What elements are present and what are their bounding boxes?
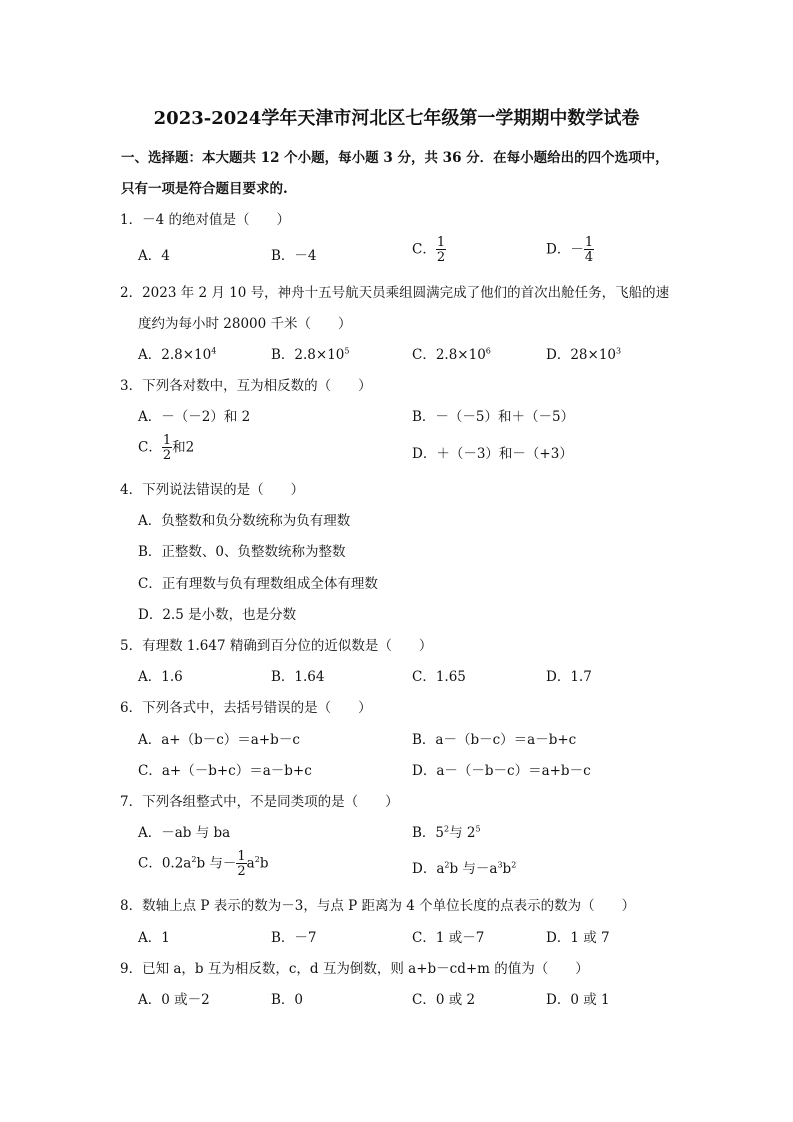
fraction (236, 850, 246, 878)
q7-b-pre: B．5 (412, 825, 445, 841)
q4-option-d: D．2.5 是小数，也是分数 (138, 607, 297, 623)
q9-option-b: B．0 (271, 992, 304, 1008)
q7-c-mid: b 与－ (196, 855, 237, 872)
numerator: 1 (584, 235, 594, 250)
q7-c-pre: C．0.2a (138, 855, 192, 872)
q5-option-d: D．1.7 (546, 669, 592, 685)
q5-option-c: C．1.65 (412, 669, 466, 685)
question-9: 9．已知 a，b 互为相反数，c，d 互为倒数，则 a+b－cd+m 的值为（ ） (120, 961, 589, 977)
q2-option-d (546, 343, 621, 363)
q3-c-prefix: C． (138, 439, 162, 456)
q6-option-b: B．a－（b－c）＝a－b+c (412, 732, 577, 748)
q7-option-a: A．－ab 与 ba (138, 825, 231, 841)
q8-option-d: D．1 或 7 (546, 930, 610, 946)
q6-option-c: C．a+（－b+c）＝a－b+c (138, 763, 312, 779)
fraction (584, 236, 594, 264)
q7-option-c (138, 850, 268, 878)
q7-option-d (412, 857, 516, 877)
q1-d-prefix: D．－ (546, 241, 584, 258)
question-3: 3．下列各对数中，互为相反数的（ ） (120, 378, 372, 394)
question-1: 1．－4 的绝对值是（ ） (120, 212, 290, 228)
denominator: 2 (162, 448, 172, 463)
q5-option-a: A．1.6 (138, 669, 183, 685)
exponent: 2 (191, 855, 197, 864)
denominator: 2 (237, 864, 246, 879)
q2-option-b (271, 343, 349, 363)
q9-option-d: D．0 或 1 (546, 992, 610, 1008)
q6-option-a: A．a+（b－c）＝a+b－c (138, 732, 300, 748)
question-4: 4．下列说法错误的是（ ） (120, 482, 305, 498)
exponent: 2 (254, 855, 260, 864)
exponent: 4 (211, 346, 217, 356)
question-7: 7．下列各组整式中，不是同类项的是（ ） (120, 794, 399, 810)
q1-option-b: B．－4 (271, 248, 317, 264)
q2-option-a (138, 343, 216, 363)
exponent: 5 (475, 824, 481, 834)
question-6: 6．下列各式中，去括号错误的是（ ） (120, 700, 372, 716)
question-2: 2．2023 年 2 月 10 号，神舟十五号航天员乘组圆满完成了他们的首次出舱任务，飞船的速 (120, 285, 670, 301)
denominator: 2 (436, 250, 446, 265)
q2-option-c (412, 343, 491, 363)
question-2-cont: 度约为每小时 28000 千米（ ） (138, 316, 352, 332)
q2-a-text: A．2.8×10 (138, 347, 212, 363)
question-5: 5．有理数 1.647 精确到百分位的近似数是（ ） (120, 638, 433, 654)
q9-option-c: C．0 或 2 (412, 992, 476, 1008)
q8-option-b: B．－7 (271, 930, 317, 946)
q8-option-a: A．1 (138, 930, 170, 946)
q1-option-d (546, 236, 594, 264)
q3-option-c (138, 434, 194, 462)
exponent: 5 (344, 346, 350, 356)
q7-d-pre: D．a (412, 861, 445, 877)
q3-c-suffix: 和2 (172, 439, 195, 456)
section-heading: 一、选择题：本大题共 12 个小题，每小题 3 分，共 36 分．在每小题给出的四个选项中， (121, 150, 669, 166)
exponent: 6 (485, 346, 491, 356)
exponent: 3 (616, 346, 622, 356)
q7-c-tail: a (246, 855, 255, 872)
page-title: 2023-2024学年天津市河北区七年级第一学期期中数学试卷 (153, 108, 640, 129)
denominator: 4 (584, 250, 594, 265)
q9-option-a: A．0 或－2 (138, 992, 210, 1008)
q5-option-b: B．1.64 (271, 669, 325, 685)
q3-option-b: B．－（－5）和＋（－5） (412, 409, 575, 425)
q1-option-c (412, 236, 446, 264)
q4-option-c: C．正有理数与负有理数组成全体有理数 (138, 576, 378, 592)
q2-d-text: D．28×10 (546, 347, 616, 363)
q8-option-c: C．1 或－7 (412, 930, 485, 946)
exponent: 2 (511, 860, 517, 870)
question-8: 8．数轴上点 P 表示的数为－3，与点 P 距离为 4 个单位长度的点表示的数为（ ） (120, 898, 636, 914)
fraction (436, 236, 446, 264)
q1-option-a: A．4 (138, 248, 170, 264)
q7-d-mid: b 与－a (449, 861, 498, 877)
numerator: 1 (162, 433, 172, 448)
q7-b-mid: 与 2 (449, 825, 476, 841)
q4-option-a: A．负整数和负分数统称为负有理数 (138, 513, 351, 529)
exponent: 2 (444, 860, 450, 870)
exponent: 2 (444, 824, 450, 834)
q7-c-end: b (259, 855, 269, 872)
q3-option-a: A．－（－2）和 2 (138, 409, 251, 425)
numerator: 1 (436, 235, 446, 250)
q1-c-prefix: C． (412, 241, 436, 258)
q6-option-d: D．a－（－b－c）＝a+b－c (412, 763, 591, 779)
exponent: 3 (497, 860, 503, 870)
q7-d-mid2: b (502, 861, 512, 877)
section-heading-cont: 只有一项是符合题目要求的. (121, 181, 288, 197)
q2-b-text: B．2.8×10 (271, 347, 345, 363)
q2-c-text: C．2.8×10 (412, 347, 486, 363)
fraction (162, 434, 172, 462)
numerator: 1 (237, 849, 246, 864)
q4-option-b: B．正整数、0、负整数统称为整数 (138, 544, 346, 560)
q3-option-d: D．＋（－3）和－（+3） (412, 446, 573, 462)
q7-option-b (412, 821, 481, 841)
